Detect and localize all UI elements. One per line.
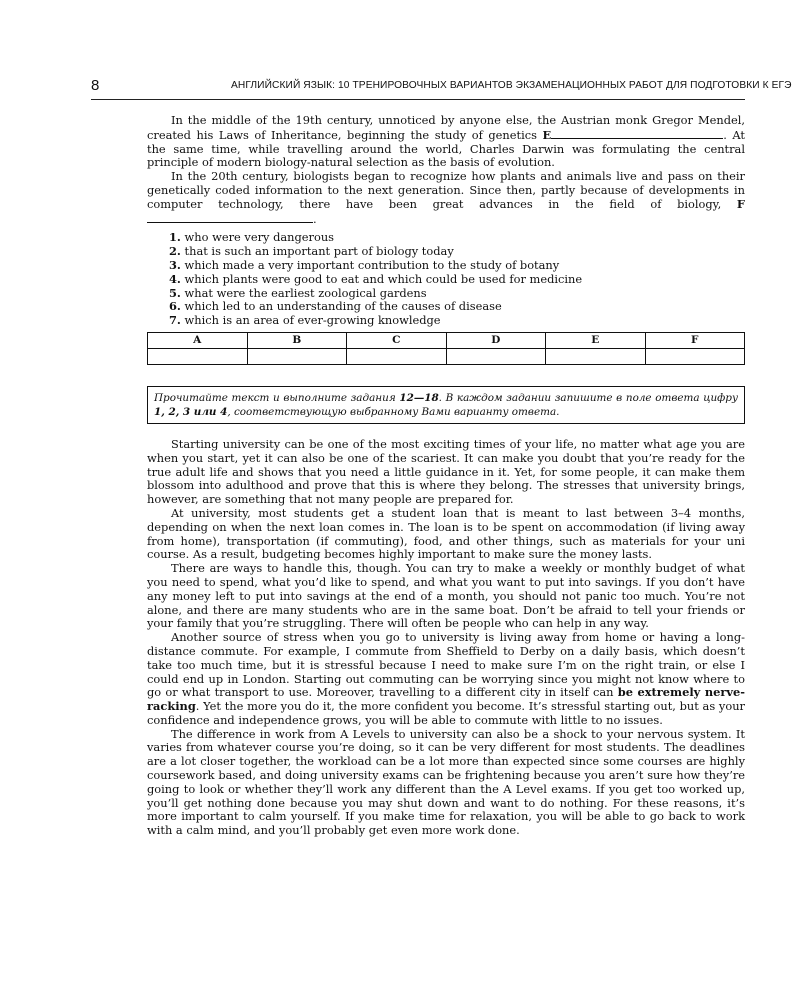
article-paragraph-1: Starting university can be one of the most exciting times of your life, no matter what age you are when you start, yet it can also be one of the scariest. It can make you doubt that you’re ready for the true adult life and shows that you need a little guidance in it. Yet, for some people, it can make them blossom into adulthood and prove that this is where they belong. The stresses that university brings, however, are something that not many people are prepared for.	[147, 436, 745, 507]
answer-digits: 1, 2, 3 или 4	[154, 405, 228, 418]
answer-table-header-row	[148, 332, 745, 348]
gap-letter-f: F	[736, 196, 745, 211]
article-paragraph-5: The difference in work from A Levels to university can also be a shock to your nervous system. It varies from whatever course you’re doing, so it can be very different for most students. The deadlines are a lot closer together, the workload can be a lot more than expected since some courses are highly coursework based, and doing university exams can be frightening because you aren’t sure how they’re going to look or whether they’ll work any different than the A Level exams. If you get too worked up, you’ll get nothing done because you may shut down and want to do nothing. For these reasons, it’s more important to calm yourself. If you make time for relaxation, you will be able to go back to work with a calm mind, and you’ll probably get even more work done.	[147, 726, 745, 838]
article-paragraph-2: At university, most students get a student loan that is meant to last between 3–4 months, depending on when the next loan comes in. The loan is to be spent on accommodation (if living away from home), transportation (if commuting), food, and other things, such as materials for your uni course. As a result, budgeting becomes highly important to make sure the money lasts.	[147, 505, 745, 562]
header-rule	[91, 99, 745, 100]
option-item: 7. which is an area of ever-growing knowledge	[169, 313, 441, 328]
answer-header-d: D	[446, 332, 546, 348]
task-range: 12—18	[399, 391, 439, 404]
task-paragraph-2	[147, 170, 745, 226]
option-item: 5. what were the earliest zoological gardens	[169, 285, 427, 300]
task-p2-end: .	[313, 211, 317, 226]
option-item: 4. which plants were good to eat and which could be used for medicine	[169, 271, 583, 286]
option-item: 6. which led to an understanding of the causes of disease	[169, 299, 502, 314]
article-paragraph-3: There are ways to handle this, though. You can try to make a weekly or monthly budget of what you need to spend, what you’d like to spend, and what you want to put into savings. If you don’t have any money left to put into savings at the end of a month, you should not panic too much. You’re not alone, and there are many students who are in the same boat. Don’t be afraid to tell your friends or your family that you’re struggling. There will often be people who can help in any way.	[147, 561, 745, 631]
task-p1-start: In the middle of the 19th century, unnoticed by anyone else, the Austrian monk Gregor Mendel, created his Laws of Inheritance, beginning the study of genetics	[147, 113, 745, 142]
gap-blank-e	[551, 128, 723, 139]
answer-cell-e[interactable]	[546, 348, 646, 364]
task-p1-end: . At the same time, while travelling around the world, Charles Darwin was formulating the central principle of modern biology-natural selection as the basis of evolution.	[147, 127, 745, 170]
answer-header-f: F	[645, 332, 745, 348]
running-header: АНГЛИЙСКИЙ ЯЗЫК: 10 ТРЕНИРОВОЧНЫХ ВАРИАНТОВ ЭКЗАМЕНАЦИОННЫХ РАБОТ ДЛЯ ПОДГОТОВКИ К ЕГЭ	[231, 80, 792, 91]
article-text	[147, 438, 745, 838]
page-number: 8	[91, 77, 100, 94]
answer-header-c: C	[347, 332, 447, 348]
answer-header-b: B	[247, 332, 347, 348]
answer-header-a: A	[148, 332, 248, 348]
instruction-box: Прочитайте текст и выполните задания 12—18. В каждом задании запишите в поле ответа цифру 1, 2, 3 или 4, соответствующую выбранному Вами варианту ответа.	[147, 386, 745, 424]
options-list	[169, 231, 745, 328]
article-paragraph-4: Another source of stress when you go to university is living away from home or having a long-distance commute. For example, I commute from Sheffield to Derby on a daily basis, which doesn’t take too much time, but it is stressful because I need to make sure I’m on the right train, or else I could end up in London. Starting out commuting can be worrying since you might not know where to go or what transport to use. Moreover, travelling to a different city in itself can be extremely nerve-racking. Yet the more you do it, the more confident you become. It’s stressful starting out, but as your confidence and independence grows, you will be able to commute with little to no issues.	[147, 630, 745, 727]
answer-header-e: E	[546, 332, 646, 348]
answer-table-input-row	[148, 348, 745, 364]
answer-cell-f[interactable]	[645, 348, 745, 364]
option-item: 3. which made a very important contribution to the study of botany	[169, 257, 560, 272]
task-p2-start: In the 20th century, biologists began to recognize how plants and animals live and pass on their genetically coded information to the next generation. Since then, partly because of developments in computer technology, there have been great advances in the field of biology,	[147, 169, 745, 211]
page-body	[147, 114, 745, 838]
task-paragraph-1	[147, 114, 745, 170]
answer-cell-b[interactable]	[247, 348, 347, 364]
option-item: 2. that is such an important part of biology today	[169, 244, 454, 259]
answer-cell-a[interactable]	[148, 348, 248, 364]
answer-cell-d[interactable]	[446, 348, 546, 364]
gap-blank-f	[147, 212, 313, 223]
bold-phrase: be extremely nerve-racking	[147, 685, 745, 714]
option-item: 1. who were very dangerous	[169, 230, 335, 245]
gap-letter-e: E	[542, 127, 552, 142]
answer-cell-c[interactable]	[347, 348, 447, 364]
answer-table	[147, 332, 745, 365]
